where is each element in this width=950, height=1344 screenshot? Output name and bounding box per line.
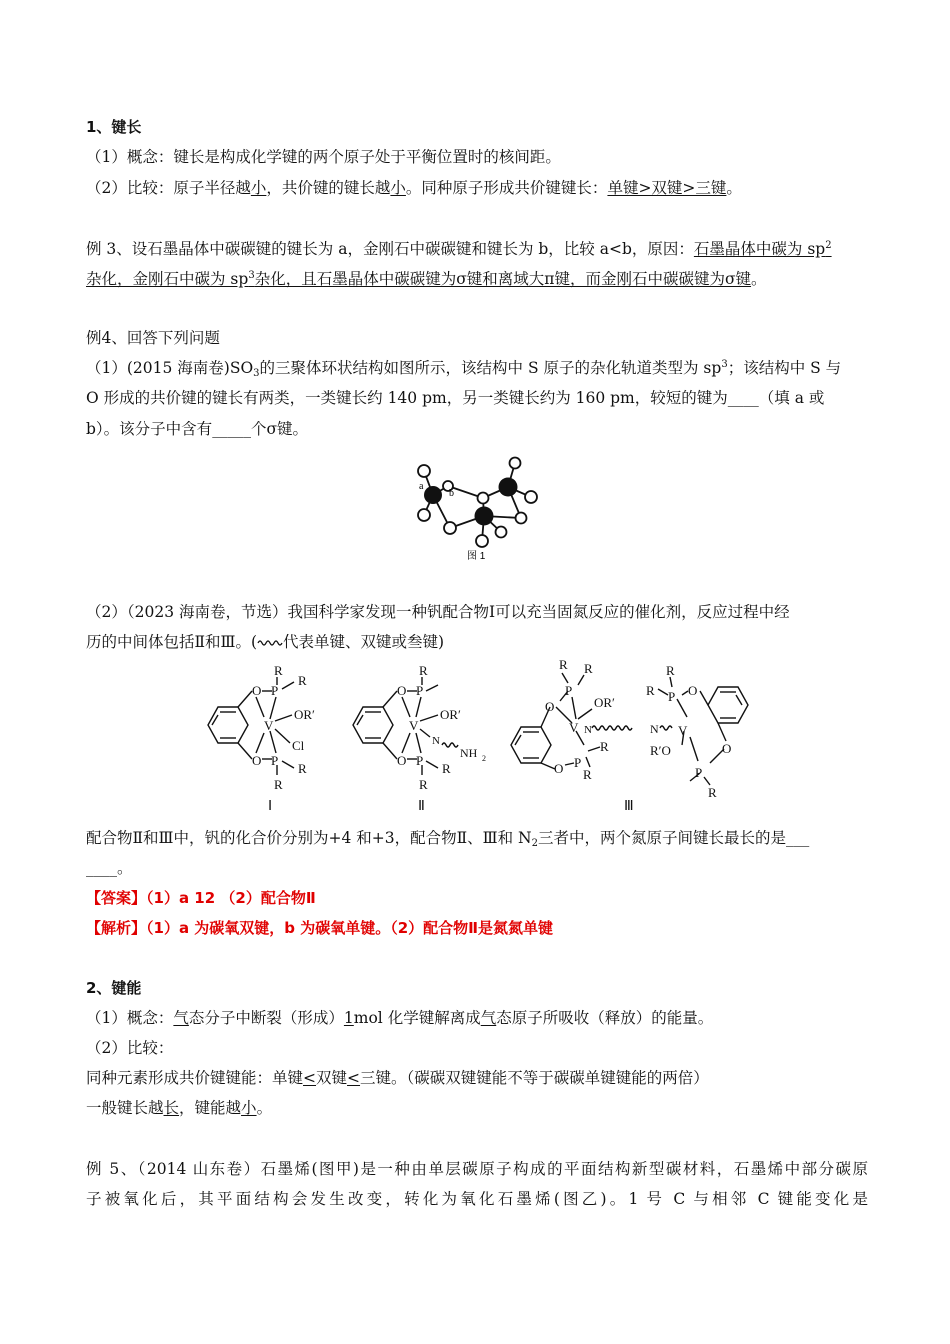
svg-text:R: R	[708, 785, 717, 800]
svg-text:N: N	[584, 724, 592, 736]
svg-text:R: R	[559, 657, 568, 672]
svg-text:2: 2	[482, 754, 486, 763]
example-5-line-1: 例 5、（2014 山东卷）石墨烯(图甲)是一种由单层碳原子构成的平面结构新型碳材料，石墨烯中部分碳原	[86, 1160, 868, 1178]
svg-text:P: P	[695, 765, 703, 780]
svg-text:O: O	[722, 741, 732, 756]
figure-label-b: b	[449, 488, 454, 499]
svg-text:OR′: OR′	[594, 695, 615, 710]
label-complex-2: Ⅱ	[418, 799, 425, 814]
svg-text:V: V	[569, 720, 579, 735]
section-heading-bond-energy: 2、键能	[86, 979, 142, 997]
svg-text:V: V	[409, 718, 419, 733]
svg-text:R: R	[419, 663, 428, 678]
sulfur-atom	[424, 486, 442, 504]
answer-blank: ___	[785, 829, 810, 847]
svg-text:R: R	[666, 663, 675, 678]
label-complex-3: Ⅲ	[624, 799, 634, 814]
svg-text:N: N	[650, 722, 659, 736]
svg-text:O: O	[688, 683, 698, 698]
example-4-heading: 例4、回答下列问题	[86, 329, 220, 347]
svg-text:OR′: OR′	[294, 707, 315, 722]
svg-text:R: R	[442, 761, 451, 776]
svg-text:N: N	[432, 735, 440, 747]
svg-text:O: O	[252, 683, 262, 698]
example-3-line-1: 例 3、设石墨晶体中碳碳键的键长为 a，金刚石中碳碳键和键长为 b，比较 a<b，原因：石墨晶体中碳为 $sp^2$	[86, 240, 832, 258]
svg-text:R: R	[600, 739, 609, 754]
svg-text:P: P	[565, 683, 573, 698]
complex-3-structure	[511, 673, 748, 785]
example-4-q1-line-2: O 形成的共价键的键长有两类，一类键长约 140 pm，另一类键长约为 160 pm，较短的键为____（填 a 或	[86, 389, 825, 407]
example-4-q2-line-3: 配合物Ⅱ和Ⅲ中，钒的化合价分别为+4 和+3，配合物Ⅱ、Ⅲ和 $N_2$三者中，两个氮原子间键长最长的是___	[86, 829, 810, 849]
vanadium-complex-structures	[180, 655, 780, 820]
wavy-bond-icon	[257, 638, 283, 648]
paragraph-bond-energy-same-element: 同种元素形成共价键键能：单键<双键<三键。（碳碳双键键能不等于碳碳单键键能的两倍）	[86, 1069, 709, 1087]
svg-text:V: V	[264, 718, 274, 733]
example-4-q2-line-4: ____。	[86, 859, 133, 877]
svg-text:P: P	[271, 753, 279, 768]
example-4-q2-line-1: （2）（2023 海南卷，节选）我国科学家发现一种钒配合物Ⅰ可以充当固氮反应的催化剂，反应过程中经	[86, 603, 790, 621]
svg-text:Cl: Cl	[292, 738, 305, 753]
svg-text:R: R	[274, 777, 283, 792]
answer-blank: _____	[212, 420, 251, 438]
svg-text:OR′: OR′	[440, 707, 461, 722]
label-complex-1: Ⅰ	[268, 799, 273, 814]
paragraph-bond-length-concept: （1）概念：键长是构成化学键的两个原子处于平衡位置时的核间距。	[86, 148, 561, 166]
complex-1-structure	[208, 677, 294, 775]
answer-blank: ____	[727, 389, 759, 407]
example-4-q1-line-3: b）。该分子中含有_____个σ键。	[86, 420, 309, 438]
paragraph-bond-energy-general: 一般键长越长，键能越小。	[86, 1099, 273, 1117]
svg-text:R: R	[419, 777, 428, 792]
sulfur-atom	[475, 507, 494, 526]
answer-blank: ____	[86, 859, 117, 877]
svg-text:O: O	[554, 761, 564, 776]
svg-text:R: R	[298, 673, 307, 688]
figure-label-a: a	[419, 481, 424, 492]
svg-text:P: P	[574, 755, 582, 770]
svg-text:O: O	[252, 753, 262, 768]
paragraph-bond-length-compare: （2）比较：原子半径越小，共价键的键长越小。同种原子形成共价键键长：单键>双键>三键。	[86, 179, 742, 197]
svg-text:R: R	[274, 663, 283, 678]
sulfur-atom	[499, 478, 518, 497]
svg-text:R: R	[298, 761, 307, 776]
svg-text:P: P	[668, 689, 676, 704]
svg-text:R: R	[583, 767, 592, 782]
example-3-line-2: 杂化，金刚石中碳为 $sp^3$杂化，且石墨晶体中碳碳键为σ键和离域大π键，而金刚石中碳碳键为σ键。	[86, 270, 767, 288]
svg-text:O: O	[397, 683, 407, 698]
example-5-line-2: 子被氧化后，其平面结构会发生改变，转化为氧化石墨烯(图乙)。1 号 C 与相邻 C 键能变化是	[86, 1190, 868, 1208]
svg-text:P: P	[416, 683, 424, 698]
svg-text:R′O: R′O	[650, 743, 671, 758]
section-heading-bond-length: 1、键长	[86, 118, 142, 136]
svg-text:R: R	[646, 683, 655, 698]
svg-text:V: V	[678, 723, 688, 738]
example-4-q2-line-2: 历的中间体包括Ⅱ和Ⅲ。( 代表单键、双键或叁键)	[86, 633, 445, 651]
svg-text:O: O	[397, 753, 407, 768]
analysis-text: 【解析】（1）a 为碳氧双键，b 为碳氧单键。（2）配合物Ⅱ是氮氮单键	[86, 919, 554, 937]
so3-trimer-figure	[400, 455, 550, 565]
svg-text:R: R	[584, 661, 593, 676]
svg-text:P: P	[271, 683, 279, 698]
example-4-q1-line-1: （1）(2015 海南卷)$SO_3$的三聚体环状结构如图所示，该结构中 S 原子的杂化轨道类型为 $sp^3$；该结构中 S 与	[86, 359, 842, 379]
paragraph-bond-energy-compare: （2）比较：	[86, 1039, 174, 1057]
answer-text: 【答案】（1）a 12 （2）配合物Ⅱ	[86, 889, 316, 907]
figure-caption: 图 1	[467, 551, 486, 562]
svg-text:O: O	[545, 699, 555, 714]
svg-text:NH: NH	[460, 746, 478, 760]
paragraph-bond-energy-concept: （1）概念：气态分子中断裂（形成）1mol 化学键解离成气态原子所吸收（释放）的能量。	[86, 1009, 714, 1027]
svg-text:P: P	[416, 753, 424, 768]
